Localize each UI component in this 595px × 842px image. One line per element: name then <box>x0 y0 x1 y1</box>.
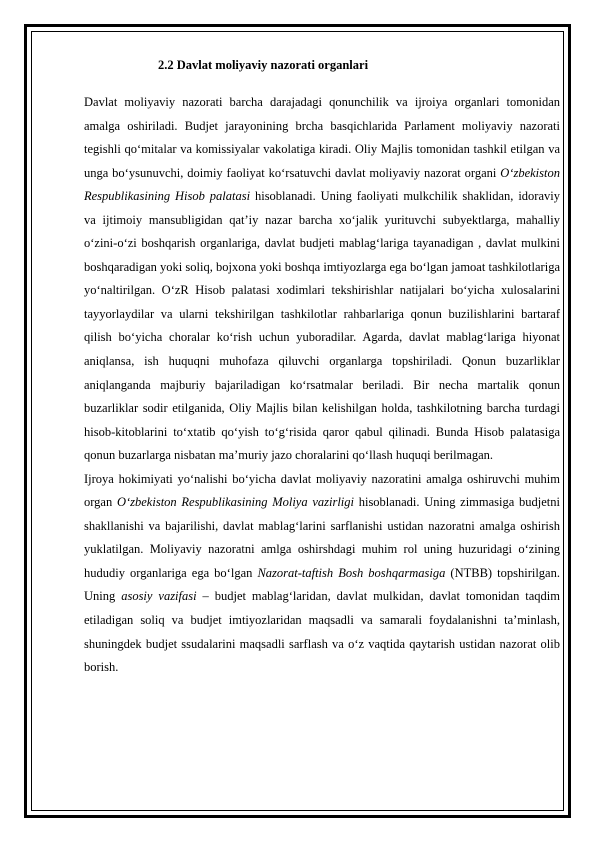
text-run: Davlat moliyaviy nazorati barcha darajadagi qonunchilik va ijroiya organlari tomonidan amalga oshiriladi. Budjet jarayonining brcha basqichlarida Parlament moliyaviy nazorati tegishli qo‘mitalar va komissiyalar vakolatiga kiradi. Oliy Majlis tomonidan tashkil etilgan va unga bo‘ysunuvchi, doimiy faoliyat ko‘rsatuvchi davlat moliyaviy nazorat organi <box>84 95 560 180</box>
section-heading: 2.2 Davlat moliyaviy nazorati organlari <box>158 58 369 72</box>
text-run: hisoblanadi. Uning faoliyati mulkchilik shaklidan, idoraviy va ijtimoiy mansubligidan qat’iy nazar barcha xo‘jalik yurituvchi subyektlarga, mahalliy o‘zini-o‘zi boshqarish organlariga, davlat budjeti mablag‘lariga tayanadigan , davlat mulkini boshqaradigan yoki soliq, bojxona yoki boshqa imtiyozlarga ega bo‘lgan jamoat tashkilotlariga yo‘naltirilgan. O‘zR Hisob palatasi xodimlari tekshirishlar natijalari bo‘yicha xulosalarini tayyorlaydilar va ularni tekshirilgan tashkilotlar rahbarlariga qonun buzilishlarini bartaraf qilish bo‘yicha choralar ko‘rish uchun yuboradilar. Agarda, davlat mablag‘lariga hiyonat aniqlansa, ish huquqni muhofaza qiluvchi organlarga topshiriladi. Qonun buzarliklar aniqlanganda majburiy bajariladigan ko‘rsatmalar beriladi. Bir necha martalik qonun buzarliklar sodir etilganida, Oliy Majlis bilan kelishilgan holda, tashkilotning barcha turdagi hisob-kitoblarini to‘xtatib qo‘yish to‘g‘risida qaror qabul qilinadi. Bunda Hisob palatasiga qonun buzarlarga nisbatan ma’muriy jazo choralarini qo‘llash huquqi berilmagan. <box>84 189 560 463</box>
italic-term-ntbb: Nazorat-taftish Bosh boshqarmasiga <box>257 565 446 580</box>
text-run: hisoblanadi. Uning zimmasiga budjetni shakllanishi va bajarilishi, davlat mablag‘larini sarflanishi ustidan nazoratni amalga oshirish yuklatilgan. Moliyaviy nazoratni amlga oshirshdagi muhim rol uning huzuridagi o‘zining hududiy organlariga ega bo‘lgan <box>84 495 560 580</box>
paragraph-hisob-palatasi <box>84 91 560 468</box>
italic-term-hisob-palatasi: O‘zbekiston Respublikasining Hisob palatasi <box>84 165 560 204</box>
paragraph-moliya-vazirligi <box>84 468 560 680</box>
text-run: Ijroya hokimiyati yo‘nalishi bo‘yicha davlat moliyaviy nazoratini amalga oshiruvchi muhim organ <box>84 471 560 510</box>
text-run: – budjet mablag‘laridan, davlat mulkidan, davlat tomonidan taqdim etiladigan soliq va budjet imtiyozlaridan maqsadli va samarali foydalanishni ta’minlash, shuningdek budjet ssudalarini maqsadli sarflash va o‘z vaqtida qaytarish ustidan nazorat olib borish. <box>84 589 561 675</box>
document-body <box>84 55 560 680</box>
text-run: (NTBB) topshirilgan. Uning <box>84 565 560 604</box>
italic-term-moliya-vazirligi: O‘zbekiston Respublikasining Moliya vazirligi <box>116 495 354 510</box>
italic-term-asosiy-vazifasi: asosiy vazifasi <box>121 589 197 604</box>
